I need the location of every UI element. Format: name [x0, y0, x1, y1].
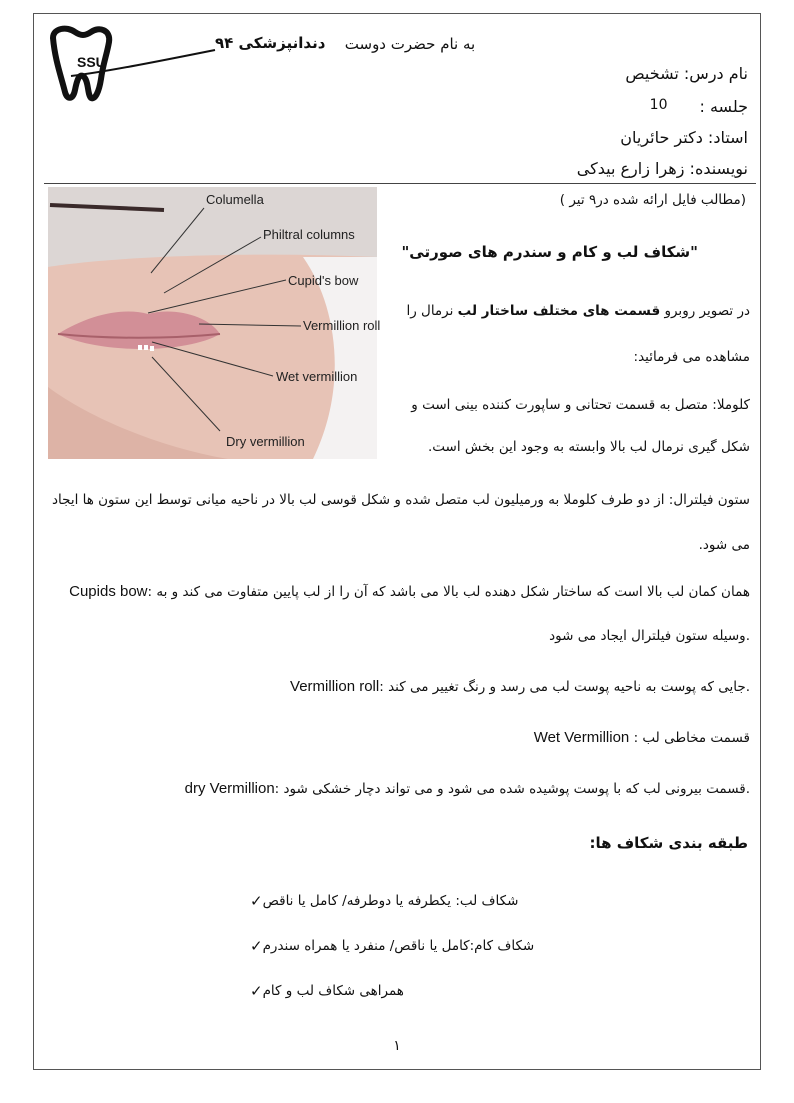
lip-anatomy-figure [48, 187, 381, 459]
list-item-text: شکاف کام:کامل یا ناقص/ منفرد یا همراه سندرم [262, 937, 535, 954]
bismillah: به نام حضرت دوست [344, 35, 476, 53]
roll-term: Vermillion roll [290, 678, 380, 695]
logo-abbr: SSU [77, 54, 106, 70]
meta-note: (مطالب فایل ارائه شده در۹ تیر ) [559, 192, 746, 208]
columella-description: کلوملا: متصل به قسمت تحتانی و ساپورت کننده بینی است و شکل گیری نرمال لب بالا وابسته به وجود این بخش است. [411, 397, 750, 455]
tooth-logo-icon [45, 24, 326, 104]
cupids-bow-description [52, 570, 750, 658]
classification-list [242, 878, 742, 1013]
author: نویسنده: زهرا زارع بیدکی [576, 159, 748, 178]
checkmark-icon: ✓ [250, 936, 263, 955]
intro-text-2: نرمال را مشاهده می فرمائید: [406, 303, 750, 365]
dry-text: : قسمت بیرونی لب که با پوست پوشیده شده می شود و می تواند دچار خشکی شود. [274, 781, 750, 797]
list-item [242, 968, 742, 1013]
checkmark-icon: ✓ [250, 891, 263, 910]
roll-text: : جایی که پوست به ناحیه پوست لب می رسد و رنگ تغییر می کند. [379, 679, 750, 695]
label-cupids: Cupid's bow [288, 273, 359, 288]
label-columella: Columella [206, 192, 264, 207]
session-line [650, 97, 748, 116]
vermillion-roll-description [52, 664, 750, 710]
list-item-text: شکاف لب: یکطرفه یا دوطرفه/ کامل یا ناقص [262, 892, 519, 909]
page-title: "شکاف لب و کام و سندرم های صورتی" [401, 243, 698, 261]
list-item [242, 923, 742, 968]
header-divider [44, 183, 756, 184]
dry-term: dry Vermillion [184, 780, 275, 797]
session-number: 10 [649, 97, 668, 113]
cupids-text: : همان کمان لب بالا است که ساختار شکل دهنده لب بالا می باشد که آن را از لب پایین متفاوت می کند و به وسیله ستون فیلترال ایجاد می شود. [147, 584, 750, 644]
wet-text: : قسمت مخاطی لب [629, 730, 750, 746]
classification-title: طبقه بندی شکاف ها: [589, 834, 748, 852]
label-philtral: Philtral columns [263, 227, 355, 242]
logo [45, 24, 326, 104]
intro-paragraph [388, 288, 750, 380]
intro-bold: قسمت های مختلف ساختار لب [457, 303, 661, 319]
logo-text: دندانپزشکی ۹۴ [215, 34, 326, 52]
course-name: نام درس: تشخیص [625, 64, 748, 83]
wet-term: Wet Vermillion [533, 729, 630, 746]
label-vermillion-roll: Vermillion roll [303, 318, 381, 333]
label-dry: Dry vermillion [226, 434, 305, 449]
session-label: جلسه : [699, 97, 748, 116]
philtral-description: ستون فیلترال: از دو طرف کلوملا به ورمیلیون لب متصل شده و شکل قوسی لب بالا در ناحیه میانی توسط این ستون ها ایجاد می شود. [51, 492, 750, 553]
dry-vermillion-description [52, 766, 750, 812]
cupids-term: Cupids bow [69, 583, 148, 600]
checkmark-icon: ✓ [250, 981, 263, 1000]
page-number: ۱ [393, 1038, 401, 1054]
wet-vermillion-description [52, 715, 750, 761]
list-item-text: همراهی شکاف لب و کام [262, 982, 404, 999]
intro-text-1: در تصویر روبرو [660, 303, 750, 319]
list-item [242, 878, 742, 923]
professor: استاد: دکتر حائریان [620, 128, 748, 147]
label-wet: Wet vermillion [276, 369, 358, 384]
